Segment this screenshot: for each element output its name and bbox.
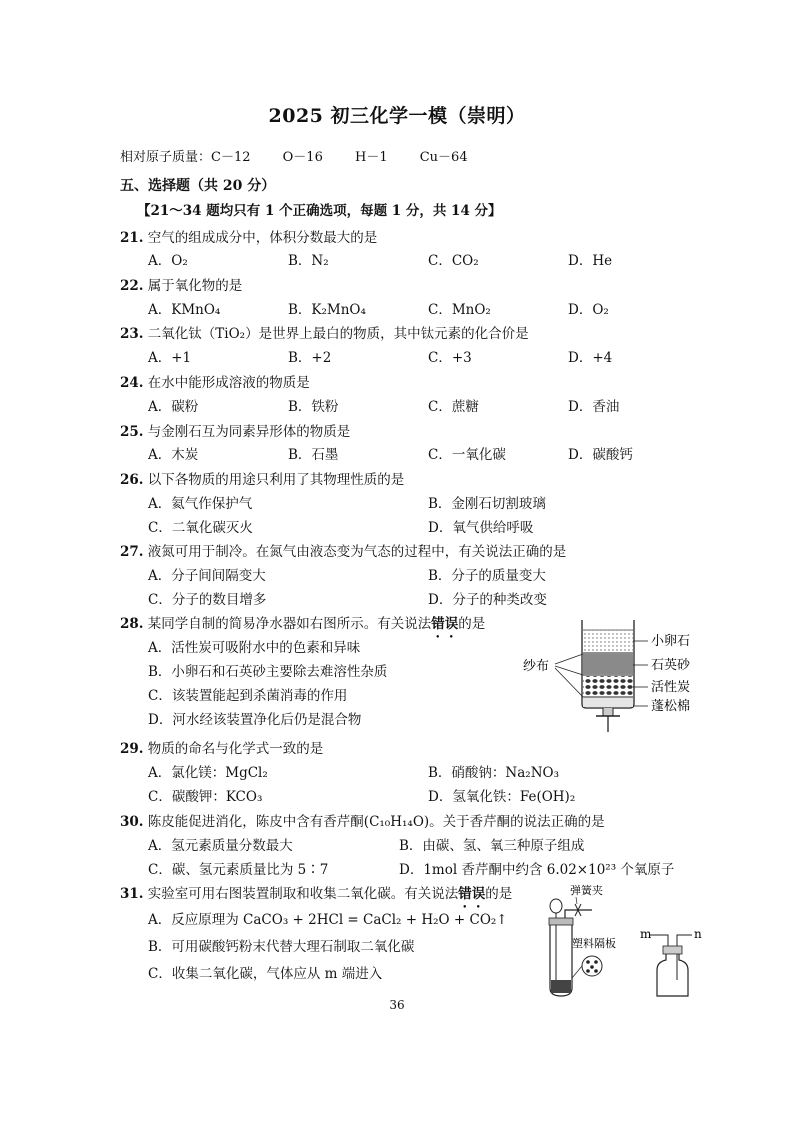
section-heading: 五、选择题（共 20 分）: [120, 178, 276, 194]
option-29-a: A．氯化镁：MgCl₂: [148, 765, 268, 781]
emphasis-wrong: 错误: [431, 616, 459, 632]
stopper: [549, 918, 573, 925]
label-activated-carbon: 活性炭: [651, 680, 691, 695]
gas-bottle: [657, 954, 688, 996]
question-number: 25.: [120, 424, 144, 440]
label-cotton: 蓬松棉: [651, 699, 691, 714]
question-number: 29.: [120, 741, 144, 757]
question-stem: 属于氧化物的是: [147, 278, 243, 294]
relative-atomic-masses: [120, 146, 496, 165]
question-stem: 二氧化钛（TiO₂）是世界上最白的物质，其中钛元素的化合价是: [147, 326, 529, 342]
option-27-b: B．分子的质量变大: [428, 568, 546, 584]
water-filter-figure: [515, 612, 705, 740]
option-21-b: B．N₂: [288, 253, 329, 269]
question-25: [120, 420, 350, 440]
option-27-a: A．分子间间隔变大: [148, 568, 266, 584]
question-21: [120, 226, 377, 246]
option-23-c: C．+3: [428, 350, 472, 366]
option-31-a: A．反应原理为 CaCO₃ + 2HCl = CaCl₂ + H₂O + CO₂↑: [148, 912, 508, 928]
question-number: 22.: [120, 278, 144, 294]
question-22: [120, 274, 242, 294]
funnel-bulb: [550, 899, 562, 913]
option-25-a: A．木炭: [148, 447, 199, 463]
label-spring-clamp: 弹簧夹: [570, 884, 603, 897]
option-25-c: C．一氧化碳: [428, 447, 506, 463]
label-n: n: [694, 927, 702, 941]
page-number: 36: [389, 998, 405, 1012]
option-27-c: C．分子的数目增多: [148, 592, 267, 608]
option-24-a: A．碳粉: [148, 399, 199, 415]
option-30-c: C．碳、氢元素质量比为 5∶7: [148, 862, 329, 878]
label-m: m: [640, 927, 652, 941]
cotton-layer: [583, 698, 633, 707]
marble: [551, 980, 571, 993]
option-29-c: C．碳酸钾：KCO₃: [148, 789, 263, 805]
question-stem: 物质的命名与化学式一致的是: [147, 741, 324, 757]
option-29-b: B．硝酸钠：Na₂NO₃: [428, 765, 559, 781]
question-number: 23.: [120, 326, 144, 342]
question-number: 27.: [120, 544, 144, 560]
question-stem: 与金刚石互为同素异形体的物质是: [147, 424, 351, 440]
option-27-d: D．分子的种类改变: [428, 592, 547, 608]
option-23-d: D．+4: [568, 350, 613, 366]
option-25-d: D．碳酸钙: [568, 447, 633, 463]
question-number: 24.: [120, 375, 144, 391]
option-26-a: A．氦气作保护气: [148, 496, 253, 512]
label-gauze: 纱布: [523, 659, 550, 674]
option-22-d: D．O₂: [568, 302, 609, 318]
option-24-b: B．铁粉: [288, 399, 339, 415]
question-stem-end: 的是: [485, 886, 513, 902]
mass-h: H－1: [354, 150, 388, 165]
option-24-d: D．香油: [568, 399, 620, 415]
question-stem: 陈皮能促进消化，陈皮中含有香芹酮(C₁₀H₁₄O)。关于香芹酮的说法正确的是: [147, 814, 605, 830]
option-23-a: A．+1: [148, 350, 192, 366]
pebble-layer: [583, 630, 633, 652]
option-31-c: C．收集二氧化碳，气体应从 m 端进入: [148, 966, 383, 982]
option-26-b: B．金刚石切割玻璃: [428, 496, 546, 512]
mass-cu: Cu－64: [419, 150, 468, 165]
option-26-d: D．氧气供给呼吸: [428, 520, 534, 536]
emphasis-wrong: 错误: [458, 886, 486, 902]
question-number: 28.: [120, 616, 144, 632]
question-27: [120, 540, 566, 560]
question-number: 26.: [120, 472, 144, 488]
label-pebbles: 小卵石: [651, 634, 691, 649]
question-stem: 以下各物质的用途只利用了其物理性质的是: [147, 472, 405, 488]
option-26-c: C．二氧化碳灭火: [148, 520, 253, 536]
option-22-b: B．K₂MnO₄: [288, 302, 366, 318]
question-stem: 空气的组成成分中，体积分数最大的是: [147, 230, 378, 246]
question-30: [120, 810, 605, 830]
question-number: 30.: [120, 814, 144, 830]
option-29-d: D．氢氧化铁：Fe(OH)₂: [428, 789, 576, 805]
co2-apparatus-figure: [540, 880, 710, 1002]
label-quartz-sand: 石英砂: [651, 658, 691, 673]
section-instruction: 【21～34 题均只有 1 个正确选项，每题 1 分，共 14 分】: [137, 203, 502, 219]
question-23: [120, 322, 529, 342]
option-28-c: C．该装置能起到杀菌消毒的作用: [148, 688, 348, 704]
option-30-b: B．由碳、氢、氧三种原子组成: [399, 838, 585, 854]
option-30-a: A．氢元素质量分数最大: [148, 838, 293, 854]
option-21-d: D．He: [568, 253, 613, 269]
question-stem-end: 的是: [458, 616, 486, 632]
option-21-a: A．O₂: [148, 253, 188, 269]
quartz-sand-layer: [583, 654, 633, 674]
option-22-c: C．MnO₂: [428, 302, 491, 318]
option-24-c: C．蔗糖: [428, 399, 479, 415]
question-stem: 实验室可用右图装置制取和收集二氧化碳。有关说法: [147, 886, 459, 902]
question-stem: 某同学自制的简易净水器如右图所示。有关说法: [147, 616, 432, 632]
option-28-a: A．活性炭可吸附水中的色素和异味: [148, 640, 361, 656]
label-plastic-plate: 塑料隔板: [572, 937, 616, 950]
mass-o: O－16: [282, 150, 323, 165]
option-28-b: B．小卵石和石英砂主要除去难溶性杂质: [148, 664, 388, 680]
option-31-b: B．可用碳酸钙粉末代替大理石制取二氧化碳: [148, 939, 415, 955]
option-23-b: B．+2: [288, 350, 332, 366]
option-21-c: C．CO₂: [428, 253, 479, 269]
question-29: [120, 737, 323, 757]
option-22-a: A．KMnO₄: [148, 302, 221, 318]
question-stem: 液氮可用于制冷。在氮气由液态变为气态的过程中，有关说法正确的是: [147, 544, 567, 560]
option-28-d: D．河水经该装置净化后仍是混合物: [148, 712, 362, 728]
question-number: 31.: [120, 886, 144, 902]
option-30-d: D．1mol 香芹酮中约含 6.02×10²³ 个氧原子: [399, 862, 675, 878]
page-title: 2025 初三化学一模（崇明）: [268, 105, 526, 127]
option-25-b: B．石墨: [288, 447, 339, 463]
mass-c: 相对原子质量：C－12: [120, 150, 251, 165]
question-stem: 在水中能形成溶液的物质是: [147, 375, 310, 391]
outlet-stopper: [603, 708, 613, 716]
question-24: [120, 371, 310, 391]
question-31: [120, 882, 512, 911]
activated-carbon-layer: [583, 676, 633, 696]
question-number: 21.: [120, 230, 144, 246]
question-26: [120, 468, 404, 488]
